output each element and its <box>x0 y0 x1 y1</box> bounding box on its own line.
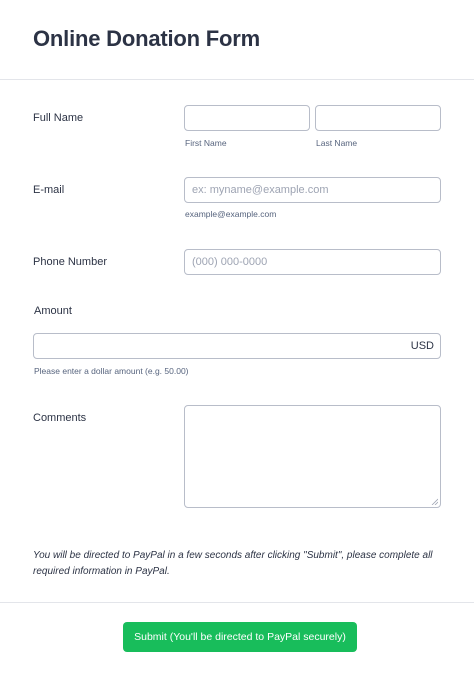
email-input[interactable] <box>184 177 441 203</box>
amount-field <box>33 333 441 359</box>
submit-button[interactable]: Submit (You'll be directed to PayPal securely) <box>123 622 357 652</box>
phone-input[interactable] <box>184 249 441 275</box>
footer-divider <box>0 602 474 603</box>
first-name-sublabel: First Name <box>185 138 227 148</box>
first-name-input[interactable] <box>184 105 310 131</box>
last-name-sublabel: Last Name <box>316 138 358 148</box>
resize-grip-icon[interactable] <box>431 498 438 505</box>
full-name-label: Full Name <box>33 112 84 124</box>
amount-sublabel: Please enter a dollar amount (e.g. 50.00) <box>34 366 189 376</box>
email-sublabel: example@example.com <box>185 209 277 219</box>
currency-label: USD <box>410 340 434 352</box>
comments-label: Comments <box>33 412 87 424</box>
email-label: E-mail <box>33 184 65 196</box>
amount-input[interactable] <box>34 334 394 358</box>
phone-label: Phone Number <box>33 256 107 268</box>
amount-label: Amount <box>34 305 72 317</box>
comments-textarea[interactable] <box>184 405 441 508</box>
last-name-input[interactable] <box>315 105 441 131</box>
form-title: Online Donation Form <box>33 26 260 51</box>
form-header <box>0 0 474 80</box>
paypal-note: You will be directed to PayPal in a few seconds after clicking "Submit", please complete all required information in PayPal. <box>33 550 433 577</box>
